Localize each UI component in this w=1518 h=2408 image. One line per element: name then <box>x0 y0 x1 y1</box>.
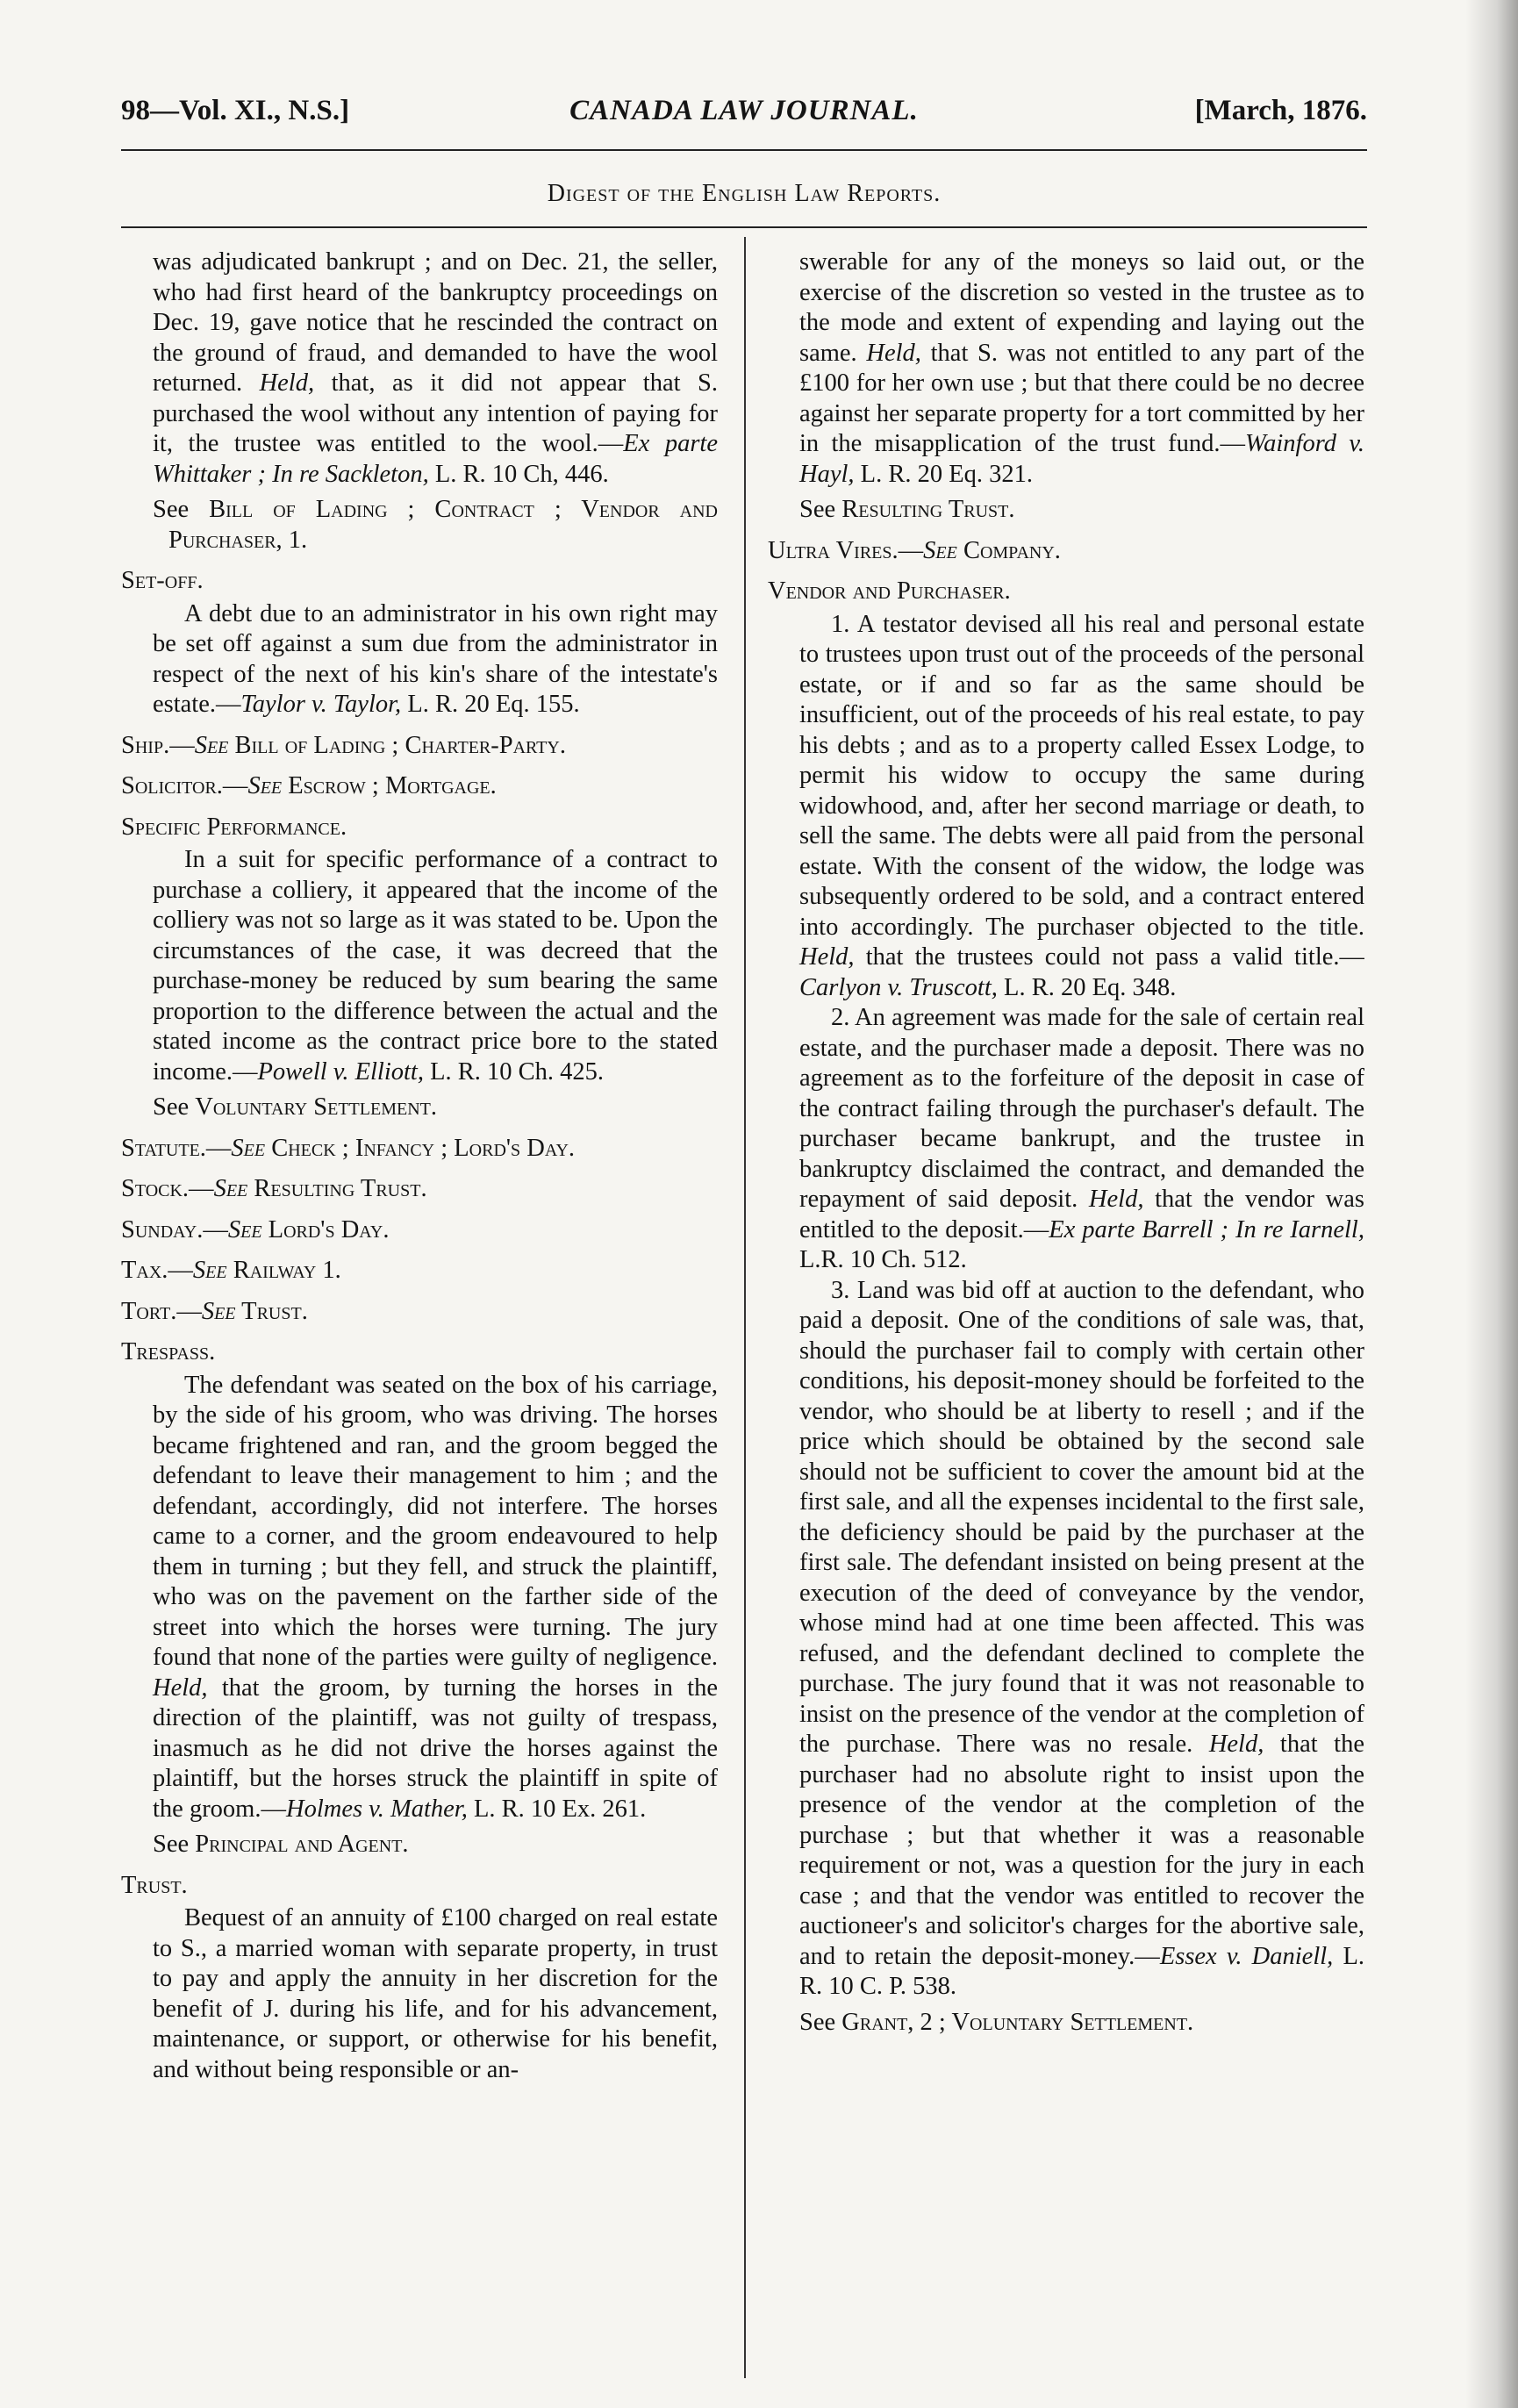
cross-reference: See Grant, 2 ; Voluntary Settlement. <box>799 2008 1194 2036</box>
heading-tax: Tax.—See Railway 1. <box>121 1257 341 1284</box>
heading-trespass: Trespass. <box>121 1338 216 1365</box>
heading-statute: Statute.—See Check ; Infancy ; Lord's Day. <box>121 1134 576 1162</box>
cross-reference: See Voluntary Settlement. <box>153 1093 437 1121</box>
section-rule <box>121 226 1367 228</box>
heading-set-off: Set-off. <box>121 567 204 594</box>
heading-tort: Tort.—See Trust. <box>121 1297 308 1325</box>
running-header <box>121 95 1367 139</box>
heading-solicitor: Solicitor.—See Escrow ; Mortgage. <box>121 772 497 799</box>
right-column <box>768 247 1364 2380</box>
header-rule <box>121 149 1367 151</box>
paragraph-set-off: A debt due to an administrator in his own right may be set off against a sum due from the administrator in respect of the next of his kin's share of the intestate's estate.—Taylor v. Taylor, L. R. 20 Eq. 155. <box>153 599 718 718</box>
heading-sunday: Sunday.—See Lord's Day. <box>121 1215 390 1243</box>
heading-vendor-and-purchaser: Vendor and Purchaser. <box>768 577 1011 605</box>
paragraph-trespass: The defendant was seated on the box of his carriage, by the side of his groom, who was driving. The horses became frightened and ran, and the groom begged the defendant to leave their management to him ; and the defendant, accordingly, did not interfere. The horses came to a corner, and the groom endeavoured to help them in turning ; but they fell, and struck the plaintiff, who was on the pavement on the farther side of the street into which the horses were turning. The jury found that none of the parties were guilty of negligence. Held, that the groom, by turning the horses in the direction of the plaintiff, was not guilty of trespass, inasmuch as he did not drive the horses against the plaintiff, but the horses struck the plaintiff in spite of the groom.—Holmes v. Mather, L. R. 10 Ex. 261. <box>153 1371 718 1823</box>
page-edge-shadow <box>1465 0 1518 2408</box>
paragraph-wool-case: was adjudicated bankrupt ; and on Dec. 21, the seller, who had first heard of the bankruptcy proceedings on Dec. 19, gave notice that he rescinded the contract on the ground of fraud, and demanded to have the wool returned. Held, that, as it did not appear that S. purchased the wool without any intention of paying for it, the trustee was entitled to the wool.—Ex parte Whittaker ; In re Sackleton, L. R. 10 Ch, 446. <box>153 248 718 488</box>
cross-reference: See Resulting Trust. <box>799 496 1015 523</box>
paragraph-vendor-1: 1. A testator devised all his real and personal estate to trustees upon trust out of the proceeds of the personal estate, or if and so far as the same should be insufficient, out of the proceeds of his real estate, to pay his debts ; and as to a property called Essex Lodge, to permit his widow to occupy the same during widowhood, and, after her second marriage or death, to sell the same. The debts were all paid from the personal estate. With the consent of the widow, the lodge was subsequently ordered to be sold, and a contract entered into accordingly. The purchaser objected to the title. Held, that the trustees could not pass a valid title.—Carlyon v. Truscott, L. R. 20 Eq. 348. <box>799 610 1364 1001</box>
heading-ship: Ship.—See Bill of Lading ; Charter-Party. <box>121 731 566 759</box>
header-date: [March, 1876. <box>1194 95 1367 126</box>
paragraph-vendor-3: 3. Land was bid off at auction to the defendant, who paid a deposit. One of the conditions of sale was, that, should the purchaser fail to comply with certain other conditions, his deposit-money should be forfeited to the vendor, who should be at liberty to resell ; and if the price which should be obtained by the second sale should not be sufficient to cover the amount bid at the first sale, and all the expenses incidental to the first sale, the deficiency should be paid by the purchaser at the first sale. The defendant insisted on being present at the execution of the deed of conveyance by the vendor, whose mind had at one time been affected. This was refused, and the defendant declined to complete the purchase. The jury found that it was not reasonable to insist on the presence of the vendor at the completion of the purchase. There was no resale. Held, that the purchaser had no absolute right to insist upon the presence of the vendor at the completion of the purchase ; but that whether it was a reasonable requirement or not, was a question for the jury in each case ; and that the vendor was entitled to recover the auctioneer's and solicitor's charges for the abortive sale, and to retain the deposit-money.—Essex v. Daniell, L. R. 10 C. P. 538. <box>799 1276 1364 2000</box>
cross-reference: See Bill of Lading ; Contract ; Vendor and Purchaser, 1. <box>153 496 718 554</box>
paragraph-vendor-2: 2. An agreement was made for the sale of certain real estate, and the purchaser made a deposit. There was no agreement as to the forfeiture of the deposit in case of the contract failing through the purchaser's default. The purchaser became bankrupt, and the trustee in bankruptcy disclaimed the contract, and demanded the repayment of said deposit. Held, that the vendor was entitled to the deposit.—Ex parte Barrell ; In re Iarnell, L.R. 10 Ch. 512. <box>799 1004 1364 1273</box>
column-divider <box>744 237 746 2378</box>
heading-specific-performance: Specific Performance. <box>121 813 347 841</box>
paragraph-trust: Bequest of an annuity of £100 charged on real estate to S., a married woman with separate property, in trust to pay and apply the annuity in her discretion for the benefit of J. during his life, and for his advancement, maintenance, or support, or otherwise for his benefit, and without being responsible or an- <box>153 1904 718 2083</box>
cross-reference: See Principal and Agent. <box>153 1831 409 1858</box>
section-title: Digest of the English Law Reports. <box>547 180 942 207</box>
paragraph-specific-performance: In a suit for specific performance of a contract to purchase a colliery, it appeared that the income of the colliery was not so large as it was stated to be. Upon the circumstances of the case, it was decreed that the purchase-money be reduced by sum bearing the same proportion to the difference between the actual and the stated income as the contract price bore to the stated income.—Powell v. Elliott, L. R. 10 Ch. 425. <box>153 846 718 1086</box>
paragraph-trust-continued: swerable for any of the moneys so laid out, or the exercise of the discretion so vested in the trustee as to the mode and extent of expending and laying out the same. Held, that S. was not entitled to any part of the £100 for her own use ; but that there could be no decree against her separate property for a tort committed by her in the misapplication of the trust fund.—Wainford v. Hayl, L. R. 20 Eq. 321. <box>799 248 1364 488</box>
heading-trust: Trust. <box>121 1871 188 1899</box>
heading-ultra-vires: Ultra Vires.—See Company. <box>768 536 1061 564</box>
heading-stock: Stock.—See Resulting Trust. <box>121 1175 427 1202</box>
header-volume: 98—Vol. XI., N.S.] <box>121 95 350 126</box>
header-journal-title: CANADA LAW JOURNAL. <box>569 95 919 126</box>
left-column <box>121 247 718 2380</box>
